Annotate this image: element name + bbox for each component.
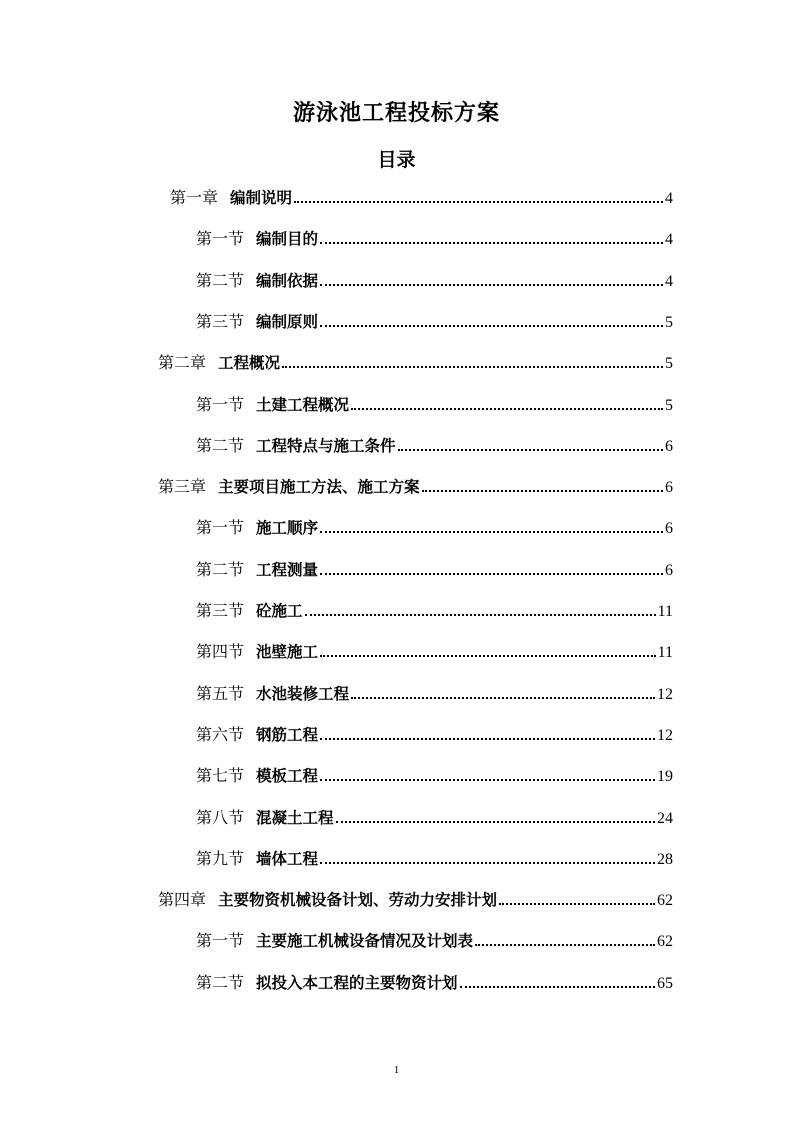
document-title: 游泳池工程投标方案 [292, 101, 500, 126]
dot-leader [320, 227, 663, 251]
toc-entry-title: 水池装修工程 [256, 684, 350, 703]
toc-entry-title: 编制依据 [256, 271, 319, 290]
toc-entry-title: 编制原则 [256, 312, 319, 331]
dot-leader [475, 929, 655, 953]
toc-entry-page: 5 [665, 396, 673, 414]
toc-entry-title: 钢筋工程 [256, 725, 319, 744]
toc-entry-title: 工程测量 [256, 560, 319, 579]
dot-leader [320, 269, 663, 293]
toc-entry-prefix: 第二节 [196, 270, 245, 290]
toc-entry-prefix: 第一节 [196, 394, 245, 414]
toc-entry-prefix: 第一节 [196, 518, 245, 538]
toc-entry-title: 砼施工 [256, 602, 303, 620]
toc-section-entry[interactable] [196, 764, 673, 788]
toc-entry-title: 池壁施工 [256, 643, 319, 662]
toc-section-entry[interactable] [196, 847, 673, 871]
dot-leader [320, 310, 663, 334]
toc-section-entry[interactable] [196, 393, 673, 417]
toc-entry-title: 编制目的 [256, 230, 319, 249]
dot-leader [294, 186, 663, 210]
dot-leader [351, 393, 663, 417]
dot-leader [320, 640, 656, 664]
toc-section-entry[interactable] [196, 558, 673, 582]
toc-entry-page: 4 [665, 190, 673, 207]
toc-entry-prefix: 第四章 [158, 890, 207, 910]
toc-entry-page: 62 [657, 892, 673, 910]
dot-leader [460, 971, 655, 995]
dot-leader [499, 888, 655, 912]
toc-entry-prefix: 第九节 [196, 848, 245, 868]
toc-entry-page: 28 [657, 850, 673, 868]
toc-entry-prefix: 第二章 [158, 353, 207, 373]
dot-leader [351, 682, 655, 706]
toc-entry-title: 模板工程 [256, 767, 319, 786]
toc-entry-page: 11 [657, 644, 673, 662]
toc-entry-page: 65 [657, 974, 673, 992]
toc-chapter-entry[interactable] [158, 475, 673, 499]
toc-entry-title: 施工顺序 [256, 519, 319, 538]
toc-section-entry[interactable] [196, 640, 673, 664]
toc-section-entry[interactable] [196, 434, 673, 458]
dot-leader [422, 475, 663, 499]
toc-entry-page: 11 [657, 603, 673, 620]
toc-section-entry[interactable] [196, 723, 673, 747]
toc-entry-page: 24 [657, 809, 673, 827]
toc-entry-page: 12 [657, 726, 673, 744]
dot-leader [320, 764, 655, 788]
page-number: 1 [393, 1064, 400, 1076]
toc-entry-page: 5 [665, 355, 673, 373]
dot-leader [320, 847, 655, 871]
toc-entry-page: 6 [665, 479, 673, 497]
toc-entry-title: 工程特点与施工条件 [256, 436, 396, 455]
toc-entry-prefix: 第二节 [196, 972, 245, 992]
toc-entry-prefix: 第七节 [196, 766, 245, 786]
toc-entry-page: 6 [665, 437, 673, 455]
toc-entry-page: 4 [665, 272, 673, 290]
dot-leader [320, 558, 663, 582]
toc-entry-prefix: 第二节 [196, 559, 245, 579]
toc-entry-prefix: 第三节 [196, 601, 245, 620]
dot-leader [320, 516, 663, 540]
toc-entry-page: 62 [657, 933, 673, 951]
toc-chapter-entry[interactable] [158, 888, 673, 912]
toc-section-entry[interactable] [196, 929, 673, 953]
dot-leader [305, 599, 656, 623]
toc-entry-title: 主要物资机械设备计划、劳动力安排计划 [218, 891, 498, 910]
toc-entry-title: 主要施工机械设备情况及计划表 [256, 932, 474, 951]
toc-entry-page: 6 [665, 561, 673, 579]
toc-entry-title: 土建工程概况 [256, 395, 350, 414]
toc-entry-prefix: 第五节 [196, 683, 245, 703]
toc-entry-title: 墙体工程 [256, 849, 319, 868]
toc-entry-title: 工程概况 [218, 354, 281, 373]
toc-entry-title: 主要项目施工方法、施工方案 [218, 478, 420, 497]
toc-heading: 目录 [377, 149, 416, 171]
toc-entry-prefix: 第三章 [158, 477, 207, 497]
toc-entry-page: 12 [657, 685, 673, 703]
toc-entry-prefix: 第三节 [196, 311, 245, 331]
toc-chapter-entry[interactable] [158, 351, 673, 375]
dot-leader [320, 723, 655, 747]
toc-entry-page: 6 [665, 520, 673, 538]
toc-entry-page: 19 [657, 768, 673, 786]
toc-section-entry[interactable] [196, 599, 673, 623]
toc-entry-title: 编制说明 [230, 189, 293, 207]
toc-entry-prefix: 第一章 [170, 188, 219, 207]
toc-entry-title: 拟投入本工程的主要物资计划 [256, 973, 458, 992]
toc-section-entry[interactable] [196, 516, 673, 540]
toc-section-entry[interactable] [196, 310, 673, 334]
toc-chapter-entry[interactable] [170, 186, 673, 210]
toc-section-entry[interactable] [196, 971, 673, 995]
toc-section-entry[interactable] [196, 682, 673, 706]
dot-leader [336, 806, 655, 830]
dot-leader [398, 434, 663, 458]
toc-section-entry[interactable] [196, 269, 673, 293]
toc-entry-prefix: 第一节 [196, 229, 245, 249]
toc-section-entry[interactable] [196, 227, 673, 251]
toc-entry-prefix: 第八节 [196, 807, 245, 827]
dot-leader [282, 351, 663, 375]
toc-entry-page: 5 [665, 313, 673, 331]
toc-entry-prefix: 第六节 [196, 724, 245, 744]
toc-entry-prefix: 第二节 [196, 435, 245, 455]
toc-section-entry[interactable] [196, 806, 673, 830]
toc-entry-prefix: 第四节 [196, 642, 245, 662]
toc-entry-prefix: 第一节 [196, 931, 245, 951]
toc-entry-page: 4 [665, 231, 673, 249]
toc-entry-title: 混凝土工程 [256, 808, 334, 827]
